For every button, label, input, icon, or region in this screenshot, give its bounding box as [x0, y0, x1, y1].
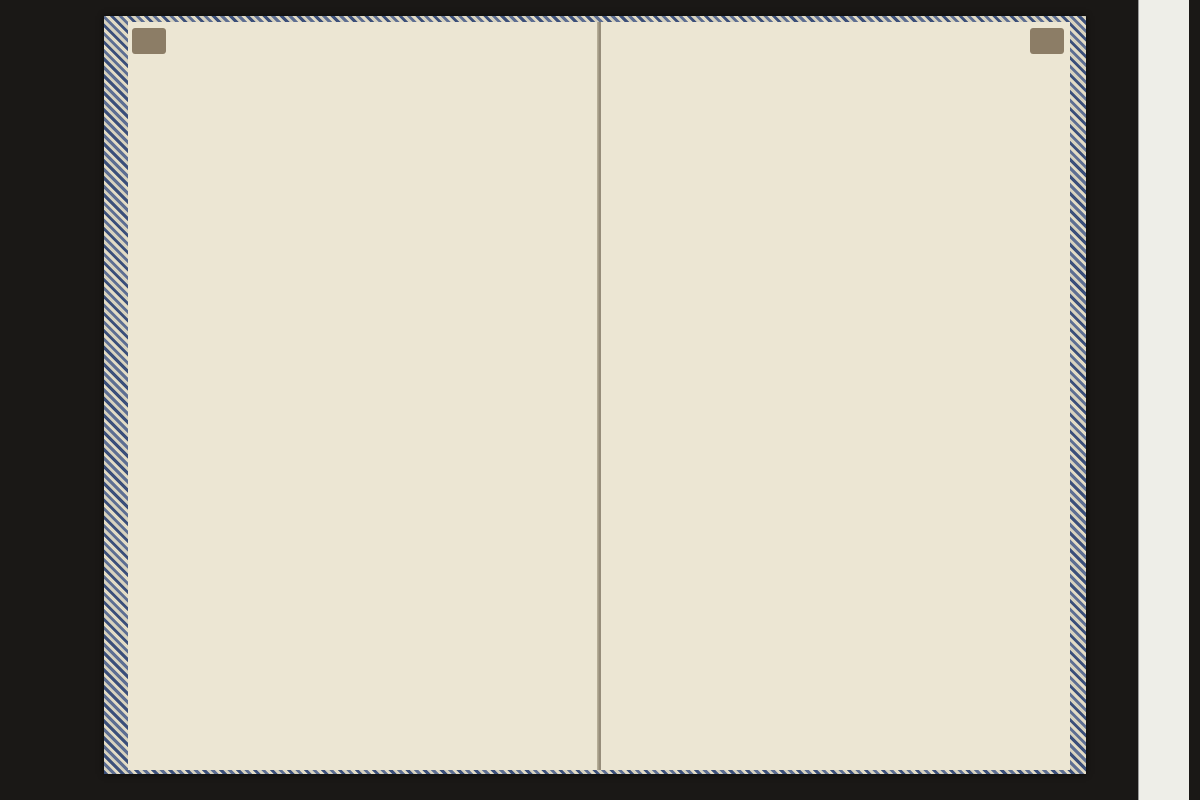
binding-tab: [132, 28, 166, 54]
binding-tab: [1030, 28, 1064, 54]
right-page: [601, 22, 1070, 770]
measuring-ruler: [1138, 0, 1189, 800]
left-page: [128, 22, 599, 770]
